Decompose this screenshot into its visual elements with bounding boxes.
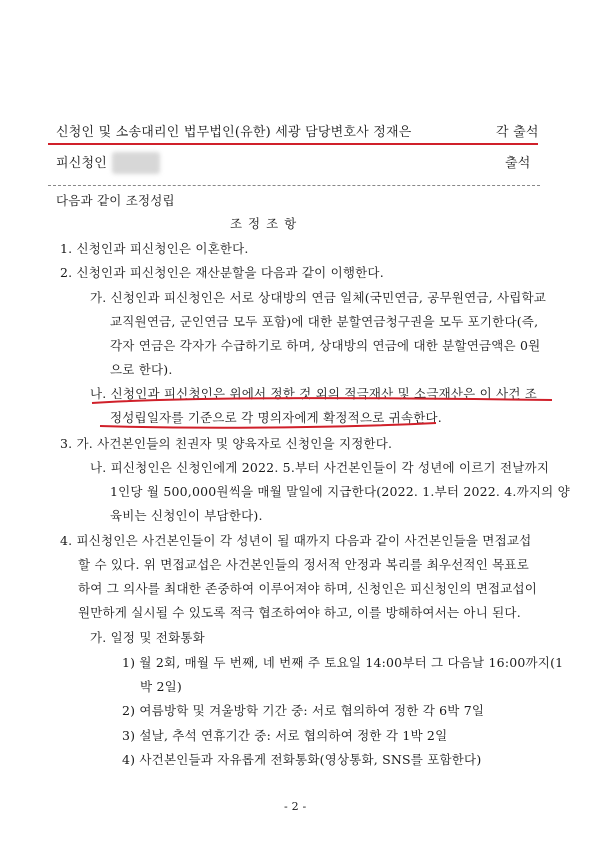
schedule-4: 4) 사건본인들과 자유롭게 전화통화(영상통화, SNS를 포함한다) [122, 752, 482, 767]
item-4a-title: 가. 일정 및 전화통화 [90, 630, 205, 645]
item-4-line-1: 4. 피신청인은 사건본인들이 각 성년이 될 때까지 다음과 같이 사건본인들을 면접교섭 [60, 533, 532, 548]
page-number: - 2 - [284, 800, 307, 813]
schedule-2: 2) 여름방학 및 겨울방학 기간 중: 서로 협의하여 정한 각 6박 7일 [122, 703, 485, 718]
petitioner-line: 신청인 및 소송대리인 법무법인(유한) 세광 담당변호사 정재은 [56, 125, 412, 140]
respondent-status: 출석 [505, 156, 531, 171]
item-2b-line-1: 나. 신청인과 피신청인은 위에서 정한 것 외의 적극재산 및 소극재산은 이 사건 조 [90, 386, 538, 401]
item-2a-line-1: 가. 신청인과 피신청인은 서로 상대방의 연금 일체(국민연금, 공무원연금, 사립학교 [90, 290, 547, 305]
item-3b-line-2: 1인당 월 500,000원씩을 매월 말일에 지급한다(2022. 1.부터 2022. 4.까지의 양 [110, 484, 570, 499]
item-4-line-2: 할 수 있다. 위 면접교섭은 사건본인들의 정서적 안정과 복리를 최우선적인 목표로 [78, 557, 529, 572]
schedule-3: 3) 설날, 추석 연휴기간 중: 서로 협의하여 정한 각 1박 2일 [122, 728, 448, 743]
item-1: 1. 신청인과 피신청인은 이혼한다. [60, 241, 249, 256]
item-3b-line-1: 나. 피신청인은 신청인에게 2022. 5.부터 사건본인들이 각 성년에 이르기 전날까지 [90, 460, 550, 475]
item-2a-line-4: 으로 한다). [110, 362, 173, 377]
item-2: 2. 신청인과 피신청인은 재산분할을 다음과 같이 이행한다. [60, 265, 384, 280]
item-2a-line-3: 각자 연금은 각자가 수급하기로 하며, 상대방의 연금에 대한 분할연금액은 0원 [110, 338, 541, 353]
schedule-1-cont: 박 2일) [140, 679, 182, 694]
item-3b-line-3: 육비는 신청인이 부담한다). [110, 508, 263, 523]
item-4-line-4: 원만하게 실시될 수 있도록 적극 협조하여야 하고, 이를 방해하여서는 아니 된다. [78, 605, 521, 620]
item-4-line-3: 하여 그 의사를 최대한 존중하여 이루어져야 하며, 신청인은 피신청인의 면접교섭이 [78, 581, 538, 596]
respondent-label: 피신청인 [56, 156, 108, 171]
item-3: 3. 가. 사건본인들의 친권자 및 양육자로 신청인을 지정한다. [60, 436, 393, 451]
item-2a-line-2: 교직원연금, 군인연금 모두 포함)에 대한 분할연금청구권을 모두 포기한다(즉, [110, 314, 539, 329]
section-title: 조 정 조 항 [230, 216, 298, 231]
schedule-1: 1) 월 2회, 매월 두 번째, 네 번째 주 토요일 14:00부터 그 다음날 16:00까지(1 [122, 655, 564, 670]
intro-text: 다음과 같이 조정성립 [56, 193, 175, 208]
petitioner-status: 각 출석 [496, 125, 539, 140]
item-2b-line-2: 정성립일자를 기준으로 각 명의자에게 확정적으로 귀속한다. [110, 410, 442, 425]
